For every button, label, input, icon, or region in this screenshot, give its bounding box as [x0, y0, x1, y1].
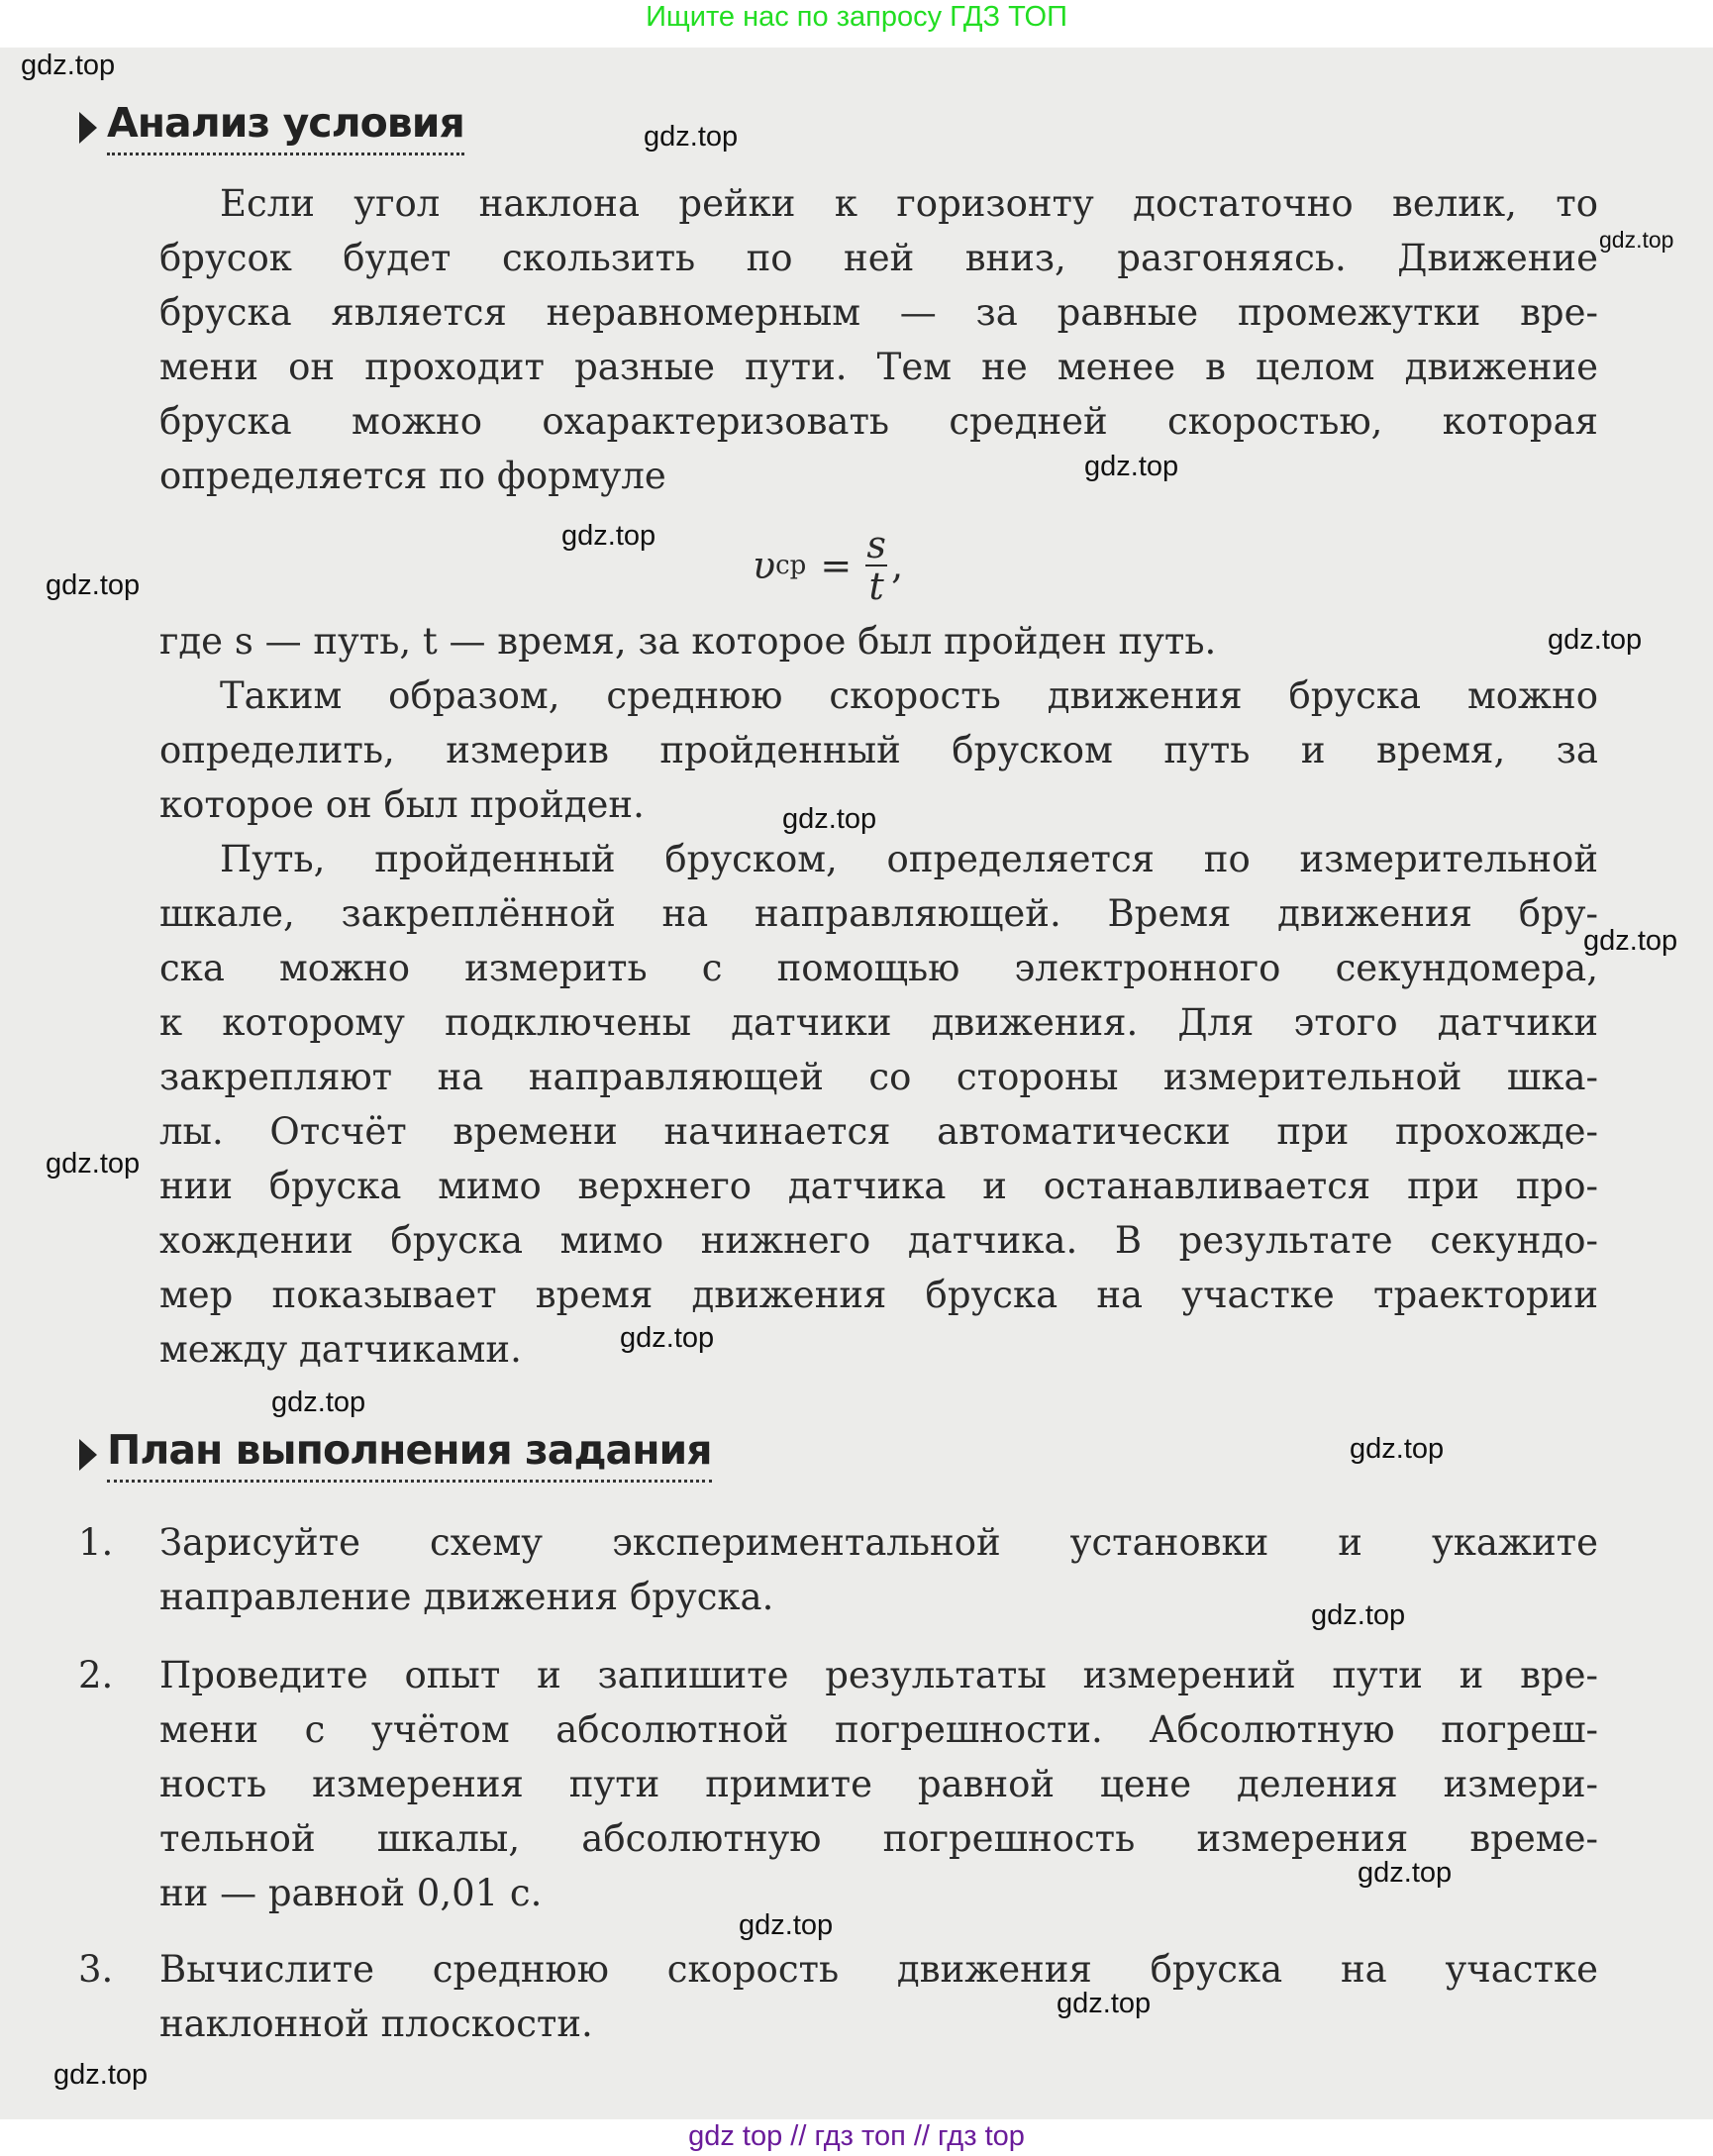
text-line: Зарисуйте схему экспериментальной установки и укажите — [159, 1521, 1598, 1564]
formula-fraction — [865, 525, 887, 606]
text-line: бруска является неравномерным — за равные промежутки вре- — [159, 291, 1598, 334]
text-line: тельной шкалы, абсолютную погрешность измерения време- — [159, 1817, 1598, 1860]
search-banner[interactable]: Ищите нас по запросу ГДЗ ТОП — [646, 1, 1067, 33]
watermark: gdz.top — [561, 520, 656, 552]
watermark: gdz.top — [1311, 1599, 1406, 1631]
section-heading-plan — [79, 1426, 712, 1483]
formula-comma: , — [891, 544, 904, 587]
section-heading-analysis — [79, 99, 464, 155]
text-line: Если угол наклона рейки к горизонту достаточно велик, то — [220, 182, 1598, 225]
watermark: gdz.top — [53, 2059, 149, 2091]
text-line: Вычислите среднюю скорость движения бруска на участке — [159, 1948, 1598, 1991]
watermark: gdz.top — [21, 50, 116, 81]
text-line: Путь, пройденный бруском, определяется по измерительной — [220, 838, 1598, 880]
text-line: где s — путь, t — время, за которое был пройден путь. — [159, 620, 1217, 663]
paragraph-4 — [159, 832, 1598, 1377]
text-line: закрепляют на направляющей со стороны измерительной шка- — [159, 1056, 1598, 1098]
triangle-bullet-icon — [79, 1439, 97, 1471]
average-speed-formula — [753, 525, 903, 606]
watermark: gdz.top — [739, 1909, 834, 1941]
text-line: ни — равной 0,01 с. — [159, 1872, 543, 1914]
text-line: направление движения бруска. — [159, 1576, 774, 1618]
watermark: gdz.top — [271, 1386, 366, 1418]
watermark: gdz.top — [1358, 1857, 1453, 1889]
paragraph-2 — [159, 614, 1598, 668]
text-line: брусок будет скользить по ней вниз, разгоняясь. Движение — [159, 237, 1598, 279]
plan-item-3 — [78, 1942, 1598, 2051]
text-line: мени с учётом абсолютной погрешности. Абсолютную погреш- — [159, 1708, 1598, 1751]
text-line: бруска можно охарактеризовать средней скоростью, которая — [159, 400, 1598, 443]
watermark: gdz.top — [1057, 1988, 1152, 2019]
formula-denominator: t — [868, 565, 884, 608]
watermark: gdz.top — [1599, 227, 1674, 253]
watermark: gdz.top — [1350, 1433, 1445, 1465]
watermark: gdz.top — [620, 1322, 715, 1354]
triangle-bullet-icon — [79, 112, 97, 144]
formula-v: υ — [753, 544, 776, 587]
paragraph-3 — [159, 668, 1598, 832]
text-line: мени он проходит разные пути. Тем не менее в целом движение — [159, 346, 1598, 388]
text-line: мер показывает время движения бруска на участке траектории — [159, 1274, 1598, 1316]
item-number: 1. — [78, 1521, 114, 1564]
text-line: к которому подключены датчики движения. Для этого датчики — [159, 1001, 1598, 1044]
heading-text: Анализ условия — [107, 99, 464, 155]
heading-text: План выполнения задания — [107, 1426, 712, 1483]
item-number: 3. — [78, 1948, 114, 1991]
paragraph-1 — [159, 176, 1598, 503]
text-line: которое он был пройден. — [159, 783, 645, 826]
text-line: определить, измерив пройденный бруском путь и время, за — [159, 729, 1598, 771]
watermark: gdz.top — [1084, 451, 1179, 482]
text-line: определяется по формуле — [159, 455, 666, 497]
watermark: gdz.top — [644, 121, 739, 153]
text-line: ска можно измерить с помощью электронного секундомера, — [159, 947, 1598, 989]
text-line: нии бруска мимо верхнего датчика и останавливается при про- — [159, 1165, 1598, 1207]
text-line: между датчиками. — [159, 1328, 522, 1371]
formula-equals: = — [820, 544, 853, 587]
text-line: ность измерения пути примите равной цене деления измери- — [159, 1763, 1598, 1805]
watermark: gdz.top — [782, 803, 877, 835]
footer-links[interactable]: gdz top // гдз топ // гдз top — [688, 2120, 1025, 2152]
text-line: хождении бруска мимо нижнего датчика. В результате секундо- — [159, 1219, 1598, 1262]
formula-numerator: s — [866, 523, 886, 566]
watermark: gdz.top — [1583, 925, 1678, 957]
item-number: 2. — [78, 1654, 114, 1696]
text-line: шкале, закреплённой на направляющей. Время движения бру- — [159, 892, 1598, 935]
watermark: gdz.top — [46, 569, 141, 601]
text-line: Таким образом, среднюю скорость движения бруска можно — [220, 674, 1598, 717]
text-line: наклонной плоскости. — [159, 2002, 593, 2045]
formula-subscript: ср — [775, 551, 807, 580]
watermark: gdz.top — [1548, 624, 1643, 656]
text-line: лы. Отсчёт времени начинается автоматически при прохожде- — [159, 1110, 1598, 1153]
watermark: gdz.top — [46, 1148, 141, 1180]
text-line: Проведите опыт и запишите результаты измерений пути и вре- — [159, 1654, 1598, 1696]
